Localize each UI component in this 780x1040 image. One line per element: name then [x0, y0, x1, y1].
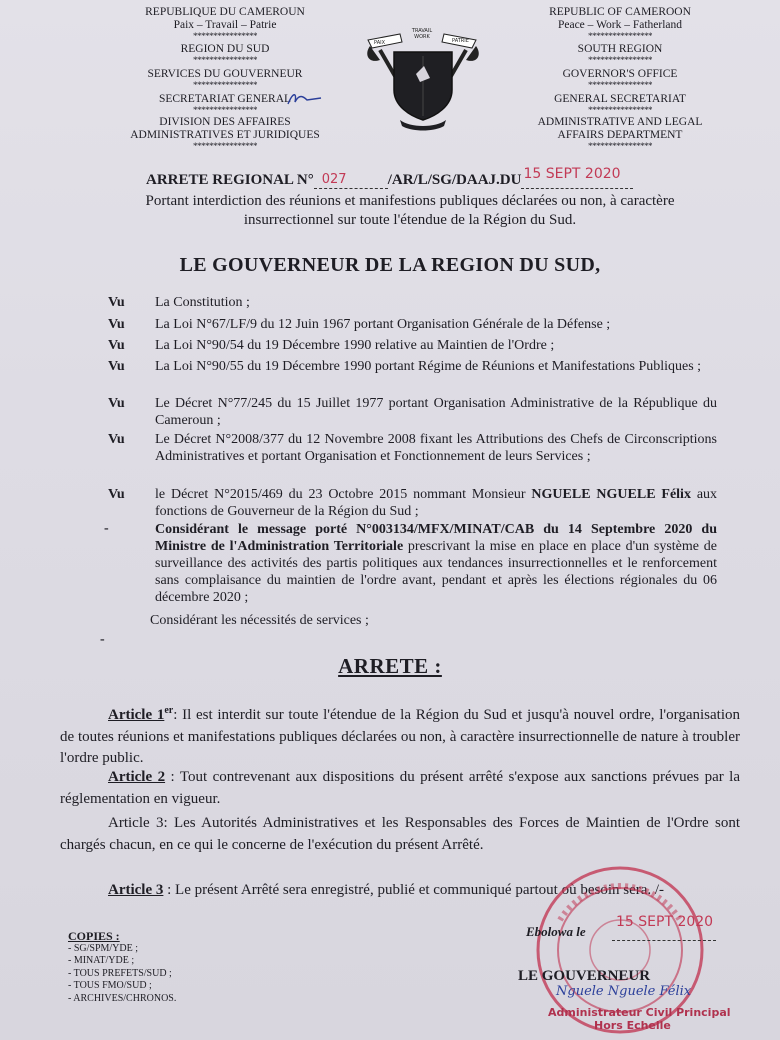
decree-ref: /AR/L/SG/DAAJ.DU — [387, 172, 522, 188]
considerant-second-text: Considérant les nécessités de services ; — [150, 613, 369, 628]
header-right-stars: **************** — [588, 141, 652, 151]
decree-date-handwritten: 15 SEPT 2020 — [523, 166, 621, 182]
article-label: Article 3 — [108, 882, 164, 898]
visa-text: Le Décret N°2008/377 du 12 Novembre 2008 fixant les Attributions des Chefs de Circonscriptions Administratives et portant Organisation et Fonctionnement de leurs Services ; — [155, 432, 717, 464]
visa-text: Le Décret N°77/245 du 15 Juillet 1977 portant Organisation Administrative de la République du Cameroun ; — [155, 396, 717, 428]
copies-item: - ARCHIVES/CHRONOS. — [68, 992, 177, 1004]
decree-subtitle: Portant interdiction des réunions et manifestions publiques déclarées ou non, à caractère insurrectionnel sur toute l'étendue de la Région du Sud. — [145, 193, 675, 228]
header-left-stars: **************** — [193, 105, 257, 115]
signature-date-handwritten: 15 SEPT 2020 — [616, 914, 714, 930]
arrete-heading — [0, 654, 780, 679]
signature-title: LE GOUVERNEUR — [518, 968, 651, 984]
header-left-line: ADMINISTRATIVES ET JURIDIQUES — [130, 129, 320, 141]
coa-motto-right: PATRIE — [452, 38, 469, 44]
header-left-line: REGION DU SUD — [180, 43, 270, 55]
article-text: : Le présent Arrêté sera enregistré, publié et communiqué partout où besoin sera. /- — [163, 882, 665, 898]
article-label: Article 2 — [108, 769, 166, 785]
header-left-line: SERVICES DU GOUVERNEUR — [147, 68, 303, 80]
header-left-line: REPUBLIQUE DU CAMEROUN — [145, 6, 305, 18]
article-1 — [60, 700, 740, 770]
article-label-plain: Article 3 — [108, 815, 164, 831]
header-right-line: AFFAIRS DEPARTMENT — [557, 129, 683, 141]
vu-label: Vu — [108, 396, 125, 411]
vu-label: Vu — [108, 432, 125, 447]
signature-handwritten: Nguele Nguele Félix — [556, 984, 692, 999]
header-right-line: GENERAL SECRETARIAT — [554, 93, 686, 105]
article-text: : Tout contrevenant aux dispositions du présent arrêté s'expose aux sanctions prévues par la réglementation en vigueur. — [60, 769, 740, 807]
article-text: : Il est interdit sur toute l'étendue de la Région du Sud et jusqu'à nouvel ordre, l'organisation de toutes réunions et manifestations publiques déclarées ou non, à caractère insurrectionnelle de nature à troubler l'ordre public. — [60, 707, 740, 766]
article-text: : Les Autorités Administratives et les Responsables des Forces de Maintien de l'Ordre sont chargés chacun, en ce qui le concerne de l'exécution du présent Arrêté. — [60, 815, 740, 853]
governor-heading: LE GOUVERNEUR DE LA REGION DU SUD, — [179, 254, 601, 276]
copies-heading: COPIES : — [68, 929, 120, 943]
header-right-line: GOVERNOR'S OFFICE — [562, 68, 678, 80]
header-left-stars: **************** — [193, 80, 257, 90]
coat-of-arms-icon — [360, 20, 490, 140]
header-right — [520, 6, 720, 151]
coa-motto-center2: WORK — [414, 34, 430, 40]
coa-motto-left: PAIX — [374, 40, 386, 46]
header-right-line: ADMINISTRATIVE AND LEGAL — [537, 116, 703, 128]
copies-item: - SG/SPM/YDE ; — [68, 942, 139, 954]
considerant-rest: prescrivant la mise en place en place d'un système de surveillance des activités des partis politiques aux tendances insurrectionnelles et le renforcement sans complaisance du maintien de l'ordre avant, pendant et après les élections régionales du 06 décembre 2020 ; — [155, 539, 717, 605]
article-label: Article 1 — [108, 707, 165, 723]
signature-date-blank — [612, 914, 716, 941]
header-right-line: Peace – Work – Fatherland — [557, 19, 683, 31]
considerant-text — [155, 521, 717, 606]
copies-item: - TOUS FMO/SUD ; — [68, 980, 152, 991]
vu-label: Vu — [108, 359, 125, 374]
copies-item: - MINAT/YDE ; — [68, 955, 135, 966]
visa-text: La Loi N°90/55 du 19 Décembre 1990 portant Régime de Réunions et Manifestations Publiques ; — [155, 359, 702, 374]
vu-label: Vu — [108, 338, 125, 353]
article-sup: er — [164, 705, 174, 716]
article-2 — [60, 767, 740, 810]
header-left-stars: **************** — [193, 141, 257, 151]
header-right-stars: **************** — [588, 31, 652, 41]
visa-text: La Loi N°67/LF/9 du 12 Juin 1967 portant Organisation Générale de la Défense ; — [155, 317, 611, 332]
visa-text: La Loi N°90/54 du 19 Décembre 1990 relative au Maintien de l'Ordre ; — [155, 338, 555, 353]
vu-label: Vu — [108, 295, 125, 310]
header-right-stars: **************** — [588, 80, 652, 90]
decree-number-blank — [314, 174, 388, 189]
arrete-heading-text: ARRETE : — [338, 654, 442, 678]
bullet-dash: - — [104, 521, 109, 536]
signature-place: Ebolowa le — [526, 924, 586, 939]
coa-motto-center: TRAVAIL — [411, 28, 433, 34]
initials-signature — [285, 90, 325, 110]
header-right-line: REPUBLIC OF CAMEROON — [549, 6, 691, 18]
visa-text: aux fonctions de Gouverneur de la Région du Sud ; — [155, 487, 718, 519]
signature-rank2: Hors Echelle — [594, 1019, 671, 1032]
header-left-line: Paix – Travail – Patrie — [173, 19, 277, 31]
article-3 — [60, 813, 740, 856]
header-left-line: DIVISION DES AFFAIRES — [159, 116, 291, 128]
decree-number-handwritten: 027 — [321, 172, 347, 187]
header-right-line: SOUTH REGION — [577, 43, 663, 55]
header-left-stars: **************** — [193, 31, 257, 41]
decree-date-blank — [521, 166, 633, 189]
vu-label: Vu — [108, 317, 125, 332]
copies-block — [68, 930, 176, 1005]
copies-item: - TOUS PREFETS/SUD ; — [68, 967, 172, 979]
header-left-stars: **************** — [193, 55, 257, 65]
signature-rank: Administrateur Civil Principal — [548, 1006, 731, 1019]
decree-prefix: ARRETE REGIONAL N° — [146, 172, 314, 188]
header-left-line: SECRETARIAT GENERAL — [158, 93, 292, 105]
visa-text-appointment — [155, 486, 717, 520]
governor-name: NGUELE NGUELE Félix — [531, 487, 691, 502]
visa-text: le Décret N°2015/469 du 23 Octobre 2015 nommant Monsieur — [155, 487, 526, 502]
decree-title — [146, 166, 633, 189]
bullet-dash: - — [100, 632, 105, 647]
considerant-bold: Considérant le message porté N°003134/MFX/MINAT/CAB du 14 Septembre 2020 du Ministre de l'Administration Territoriale — [155, 522, 717, 554]
vu-label: Vu — [108, 487, 125, 502]
header-right-stars: **************** — [588, 105, 652, 115]
header-right-stars: **************** — [588, 55, 652, 65]
header-left — [110, 6, 340, 151]
visa-text: La Constitution ; — [155, 295, 250, 310]
